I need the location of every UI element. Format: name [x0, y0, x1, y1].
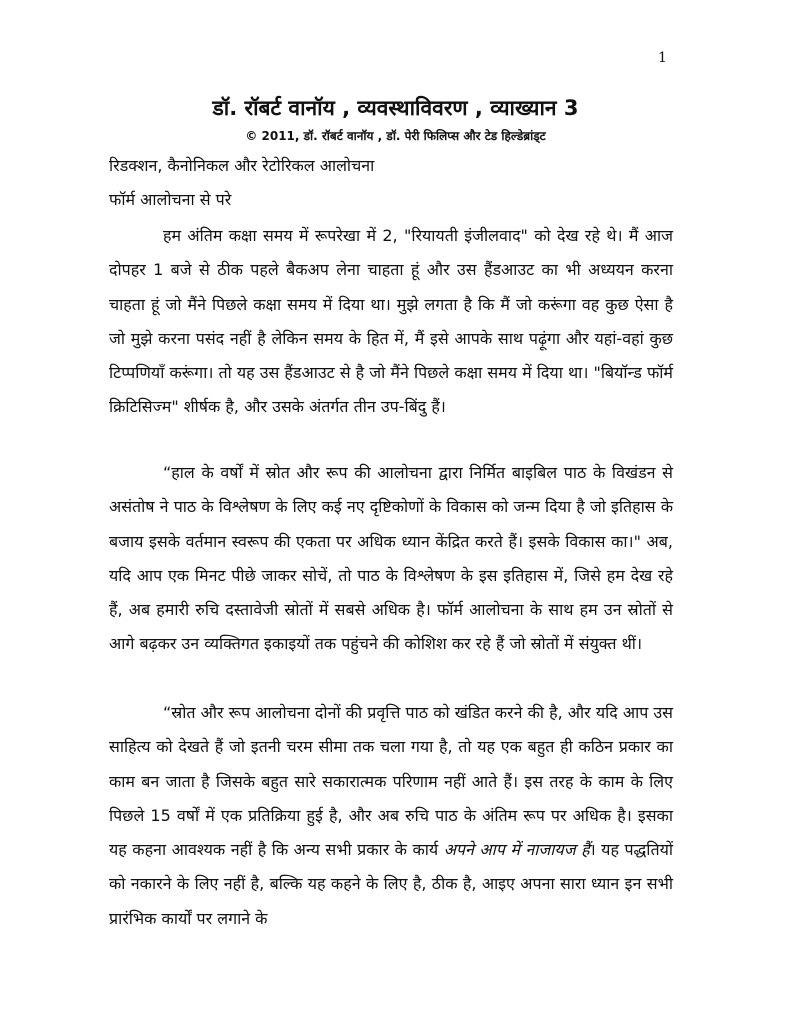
copyright-line: © 2011, डॉ. रॉबर्ट वानॉय , डॉ. पेरी फिलिप्स और टेड हिल्डेब्रांड्ट: [245, 129, 546, 143]
subsection-heading: फॉर्म आलोचना से परे: [109, 190, 232, 209]
paragraph-text: । यह पद्धतियों को नकारने के लिए नहीं है, बल्कि यह कहने के लिए है, ठीक है, आइए अपना सारा ध्यान इन सभी प्रारंभिक कार्यों पर लगाने के: [109, 840, 673, 928]
page-number: 1: [658, 50, 667, 66]
body-paragraph: “हाल के वर्षों में स्रोत और रूप की आलोचना द्वारा निर्मित बाइबिल पाठ के विखंडन से असंतोष ने पाठ के विश्लेषण के लिए कई नए दृष्टिकोणों के विकास को जन्म दिया है जो इतिहास के बजाय इसके वर्तमान स्वरूप की एकता पर अधिक ध्यान केंद्रित करते हैं। इसके विकास का।" अब, यदि आप एक मिनट पीछे जाकर सोचें, तो पाठ के विश्लेषण के इस इतिहास में, जिसे हम देख रहे हैं, अब हमारी रुचि दस्तावेजी स्रोतों में सबसे अधिक है। फॉर्म आलोचना के साथ हम उन स्रोतों से आगे बढ़कर उन व्यक्तिगत इकाइयों तक पहुंचने की कोशिश कर रहे हैं जो स्रोतों में संयुक्त थीं।: [109, 463, 673, 654]
lecture-title: डॉ. रॉबर्ट वानॉय , व्यवस्थाविवरण , व्याख्यान 3: [212, 96, 579, 120]
body-paragraph: [109, 696, 673, 936]
italic-emphasis: अपने आप में नाजायज हैं: [443, 840, 590, 860]
section-heading: रिडक्शन, कैनोनिकल और रेटोरिकल आलोचना: [109, 156, 375, 175]
paragraph-text: “स्रोत और रूप आलोचना दोनों की प्रवृत्ति पाठ को खंडित करने की है, और यदि आप उस साहित्य को देखते हैं जो इतनी चरम सीमा तक चला गया है, तो यह एक बहुत ही कठिन प्रकार का काम बन जाता है जिसके बहुत सारे सकारात्मक परिणाम नहीं आते हैं। इस तरह के काम के लिए पिछले 15 वर्षों में एक प्रतिक्रिया हुई है, और अब रुचि पाठ के अंतिम रूप पर अधिक है। इसका यह कहना आवश्यक नहीं है कि अन्य सभी प्रकार के कार्य: [109, 703, 673, 860]
body-paragraph: हम अंतिम कक्षा समय में रूपरेखा में 2, "रियायती इंजीलवाद" को देख रहे थे। मैं आज दोपहर 1 बजे से ठीक पहले बैकअप लेना चाहता हूं और उस हैंडआउट का भी अध्ययन करना चाहता हूं जो मैंने पिछले कक्षा समय में दिया था। मुझे लगता है कि मैं जो करूंगा वह कुछ ऐसा है जो मुझे करना पसंद नहीं है लेकिन समय के हित में, मैं इसे आपके साथ पढ़ूंगा और यहां-वहां कुछ टिप्पणियाँ करूंगा। तो यह उस हैंडआउट से है जो मैंने पिछले कक्षा समय में दिया था। "बियॉन्ड फॉर्म क्रिटिसिज्म" शीर्षक है, और उसके अंतर्गत तीन उप-बिंदु हैं।: [109, 226, 673, 417]
